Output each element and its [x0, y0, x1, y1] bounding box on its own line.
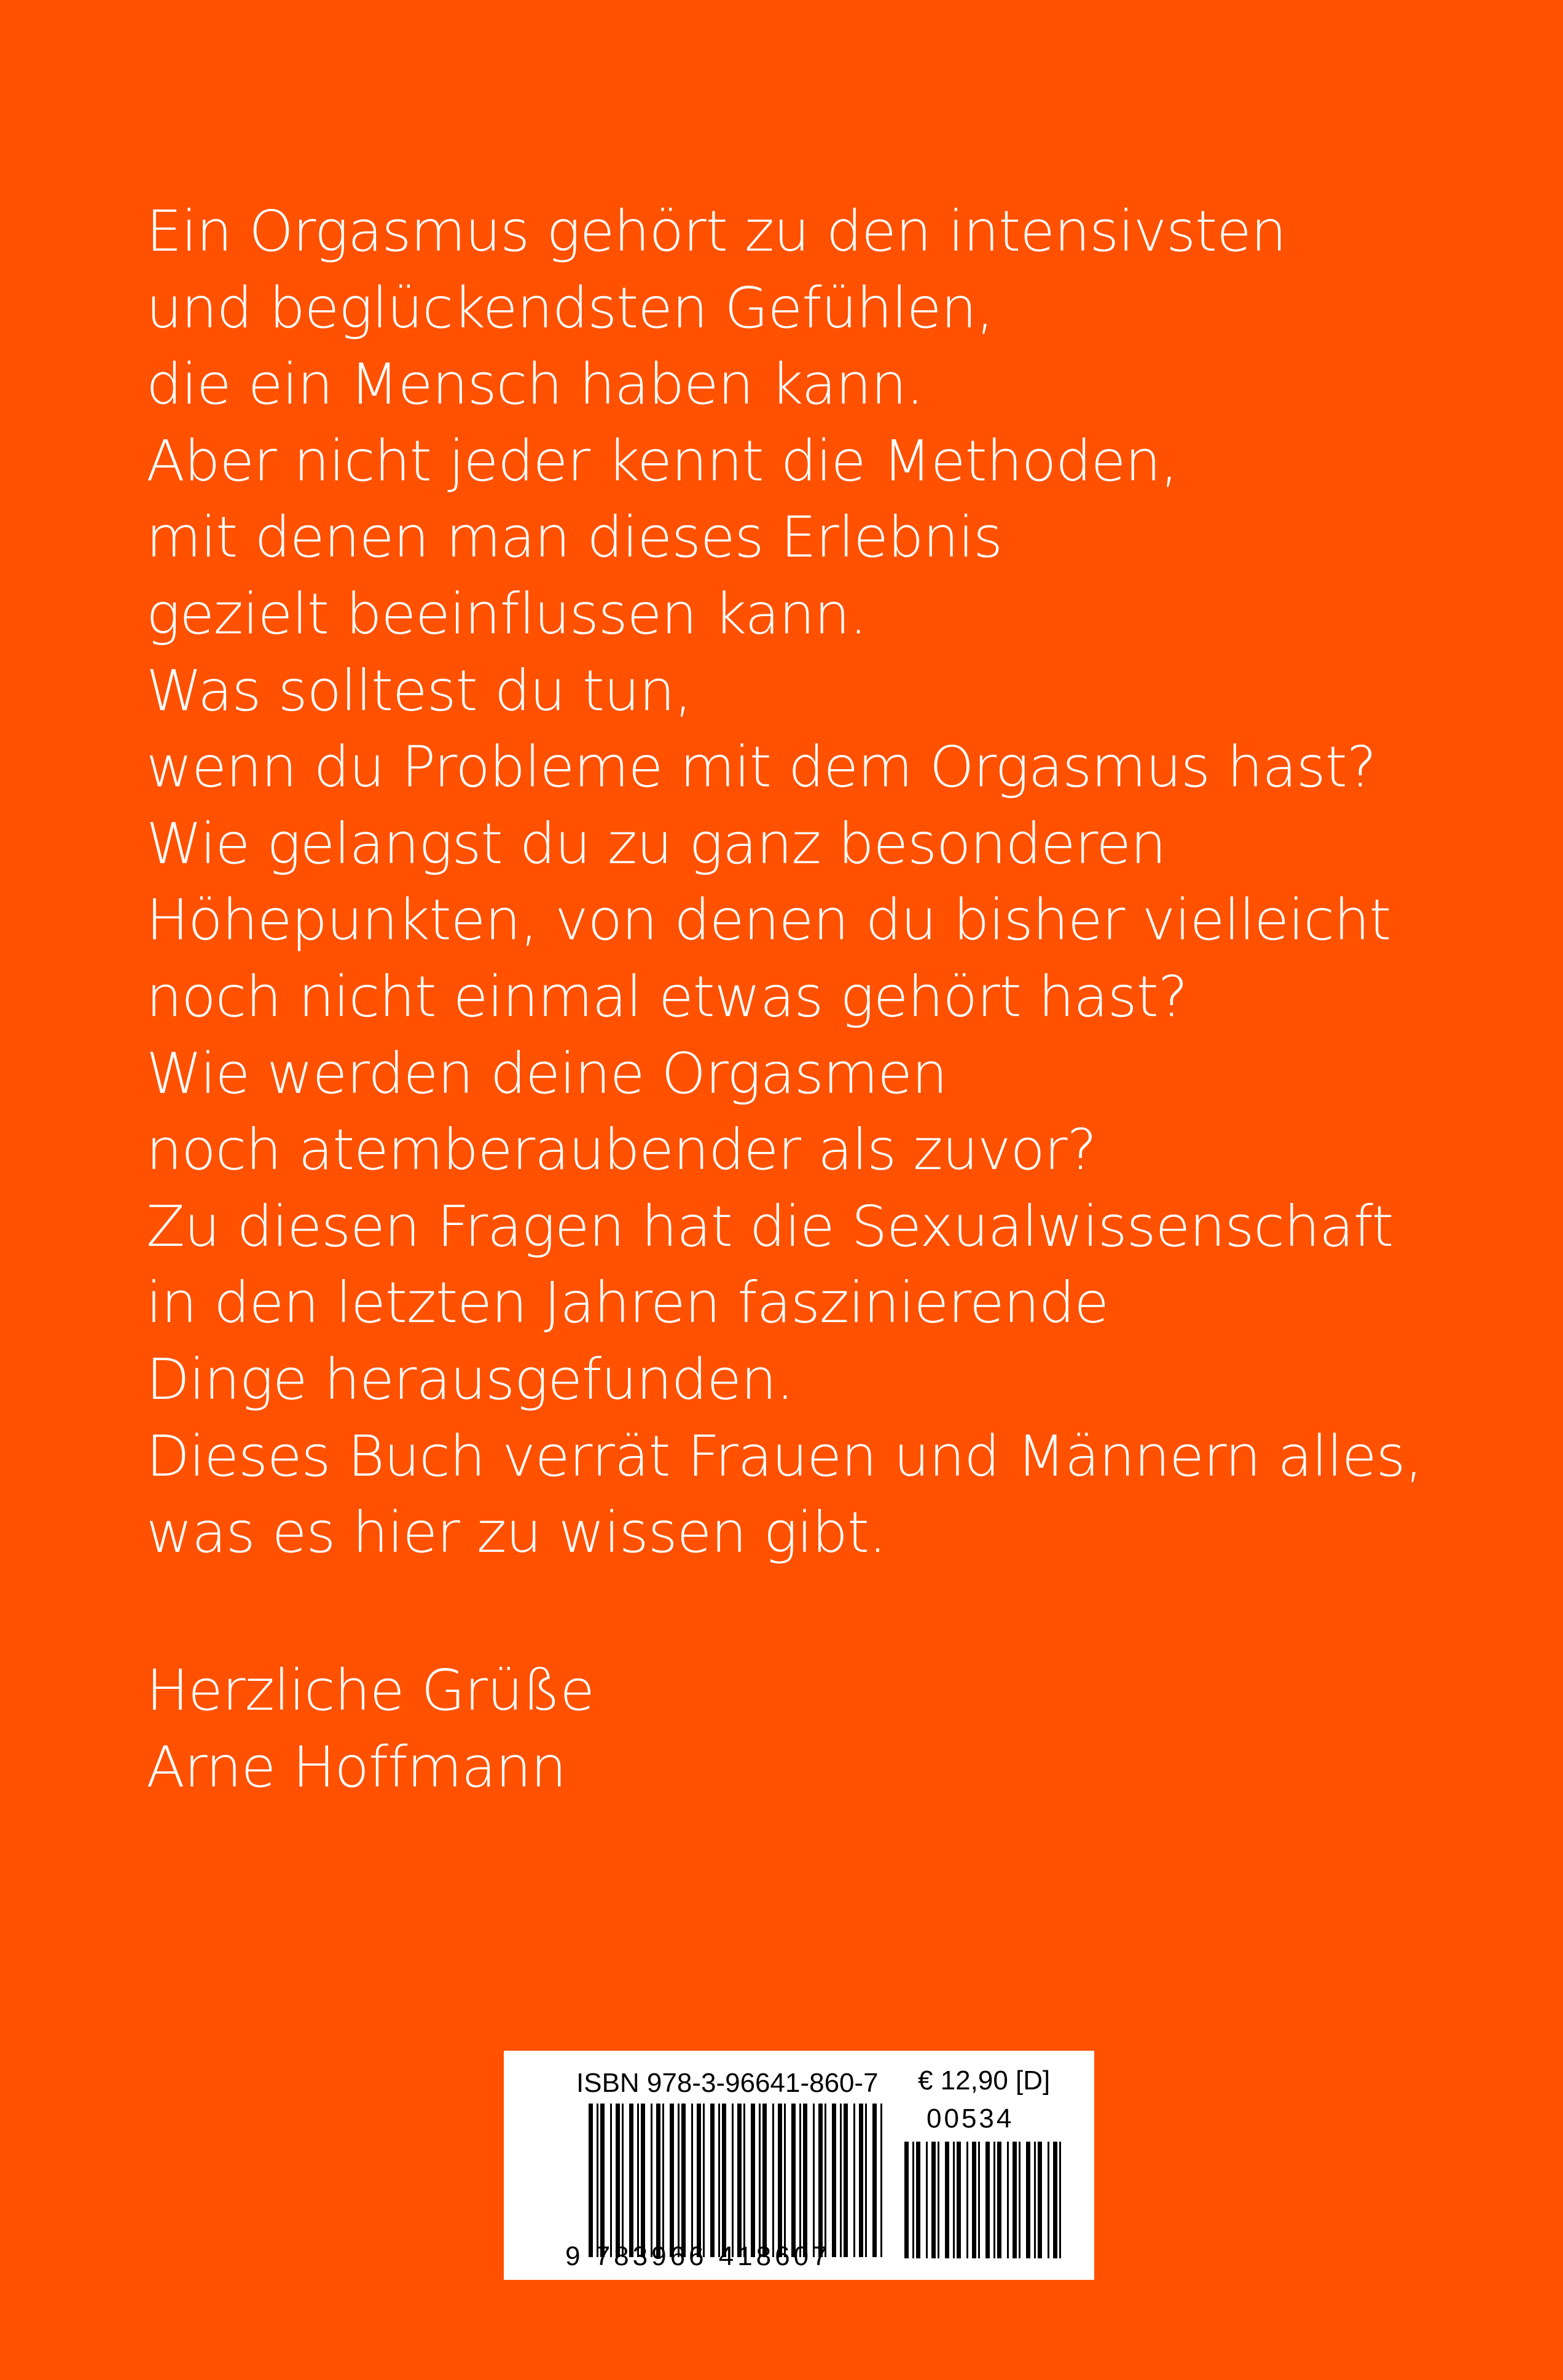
- barcode-bar: [997, 2142, 1001, 2258]
- barcode-bar: [691, 2104, 693, 2257]
- barcode-bar: [844, 2104, 848, 2257]
- blurb-line: Höhepunkten, von denen du bisher vielleicht: [146, 887, 1391, 953]
- blurb-line: Wie gelangst du zu ganz besonderen: [146, 810, 1166, 877]
- barcode-bar: [1019, 2142, 1020, 2258]
- barcode-bar: [791, 2104, 796, 2257]
- barcode-bar: [732, 2104, 734, 2257]
- barcode-bar: [678, 2104, 680, 2257]
- addon-code-text: 00534: [926, 2104, 1014, 2134]
- barcode-bar: [859, 2104, 863, 2257]
- barcode-bar: [818, 2104, 823, 2257]
- barcode-bar: [803, 2104, 807, 2257]
- barcode-bar: [1013, 2142, 1017, 2258]
- barcode-bar: [718, 2104, 720, 2257]
- barcode-bar: [616, 2104, 620, 2257]
- barcode-bar: [957, 2142, 961, 2258]
- blurb-line: noch nicht einmal etwas gehört hast?: [146, 963, 1188, 1030]
- barcode-bar: [600, 2104, 605, 2257]
- barcode-bar: [953, 2142, 955, 2258]
- barcode-bar: [1059, 2142, 1061, 2258]
- barcode-bar: [762, 2104, 767, 2257]
- barcode-bar: [662, 2104, 664, 2257]
- barcode-bar: [1038, 2142, 1042, 2258]
- addon-barcode-bars: [904, 2142, 1064, 2258]
- barcode-bar: [966, 2142, 968, 2258]
- blurb-line: Dinge herausgefunden.: [146, 1346, 794, 1412]
- barcode-bar: [916, 2142, 920, 2258]
- barcode-bar: [926, 2142, 928, 2258]
- barcode-bar: [637, 2104, 639, 2257]
- barcode-bar: [589, 2104, 593, 2257]
- blurb-line: Zu diesen Fragen hat die Sexualwissenschaft: [146, 1193, 1393, 1259]
- blurb-line: und beglückendsten Gefühlen,: [146, 275, 993, 341]
- barcode-bar: [772, 2104, 774, 2257]
- barcode-bar: [825, 2104, 826, 2257]
- barcode-bar: [651, 2104, 652, 2257]
- barcode-bar: [703, 2104, 705, 2257]
- barcode-bar: [872, 2104, 877, 2257]
- barcode-bar: [1007, 2142, 1009, 2258]
- barcode-bar: [641, 2104, 645, 2257]
- barcode-bar: [938, 2142, 939, 2258]
- ean-barcode-bars: [589, 2104, 883, 2257]
- signature-block: [146, 1653, 1068, 1806]
- barcode-bar: [985, 2142, 990, 2258]
- barcode-bar: [610, 2104, 612, 2257]
- barcode-bar: [1026, 2142, 1030, 2258]
- blurb-line: gezielt beeinflussen kann.: [146, 581, 867, 647]
- ean-digits-text: 9 783966 418607: [565, 2241, 831, 2271]
- greeting-text: Herzliche Grüße: [146, 1658, 594, 1723]
- barcode-bar: [978, 2142, 980, 2258]
- barcode-bar: [656, 2104, 660, 2257]
- barcode-bar: [813, 2104, 815, 2257]
- barcode-bar: [972, 2142, 976, 2258]
- barcode-bar: [722, 2104, 726, 2257]
- barcode-bar: [1053, 2142, 1057, 2258]
- barcode-bar: [622, 2104, 624, 2257]
- blurb-line: was es hier zu wissen gibt.: [146, 1500, 887, 1566]
- barcode-bar: [710, 2104, 715, 2257]
- barcode-bar: [697, 2104, 701, 2257]
- blurb-line: Ein Orgasmus gehört zu den intensivsten: [146, 198, 1287, 264]
- blurb-line: Was solltest du tun,: [146, 657, 692, 724]
- blurb-line: Wie werden deine Orgasmen: [146, 1040, 947, 1106]
- isbn-text: ISBN 978-3-96641-860-7: [576, 2068, 879, 2098]
- barcode-bar: [931, 2142, 936, 2258]
- blurb-line: mit denen man dieses Erlebnis: [146, 504, 1003, 571]
- barcode-bar: [629, 2104, 633, 2257]
- barcode-bar: [784, 2104, 786, 2257]
- barcode-bar: [778, 2104, 782, 2257]
- blurb-line: die ein Mensch haben kann.: [146, 351, 924, 418]
- barcode-label: [504, 2051, 1094, 2280]
- barcode-bar: [743, 2104, 745, 2257]
- barcode-bar: [853, 2104, 855, 2257]
- barcode-bar: [759, 2104, 761, 2257]
- barcode-bar: [945, 2142, 949, 2258]
- blurb-line: noch atemberaubender als zuvor?: [146, 1117, 1097, 1183]
- blurb-line: Aber nicht jeder kennt die Methoden,: [146, 428, 1178, 494]
- barcode-bar: [751, 2104, 755, 2257]
- blurb-line: wenn du Probleme mit dem Orgasmus hast?: [146, 734, 1376, 801]
- barcode-bar: [880, 2104, 882, 2257]
- author-name: Arne Hoffmann: [146, 1734, 566, 1800]
- barcode-bar: [912, 2142, 914, 2258]
- barcode-bar: [597, 2104, 598, 2257]
- barcode-bar: [865, 2104, 867, 2257]
- barcode-bar: [993, 2142, 995, 2258]
- price-text: € 12,90 [D]: [918, 2065, 1051, 2096]
- barcode-bar: [681, 2104, 686, 2257]
- barcode-bar: [737, 2104, 742, 2257]
- barcode-bar: [1048, 2142, 1049, 2258]
- blurb-line: Dieses Buch verrät Frauen und Männern alles,: [146, 1423, 1422, 1489]
- blurb-text: [146, 194, 1436, 1572]
- blurb-line: in den letzten Jahren faszinierende: [146, 1270, 1108, 1336]
- barcode-bar: [904, 2142, 909, 2258]
- barcode-bar: [832, 2104, 836, 2257]
- barcode-bar: [670, 2104, 674, 2257]
- barcode-bar: [840, 2104, 842, 2257]
- barcode-bar: [1034, 2142, 1036, 2258]
- barcode-bar: [799, 2104, 801, 2257]
